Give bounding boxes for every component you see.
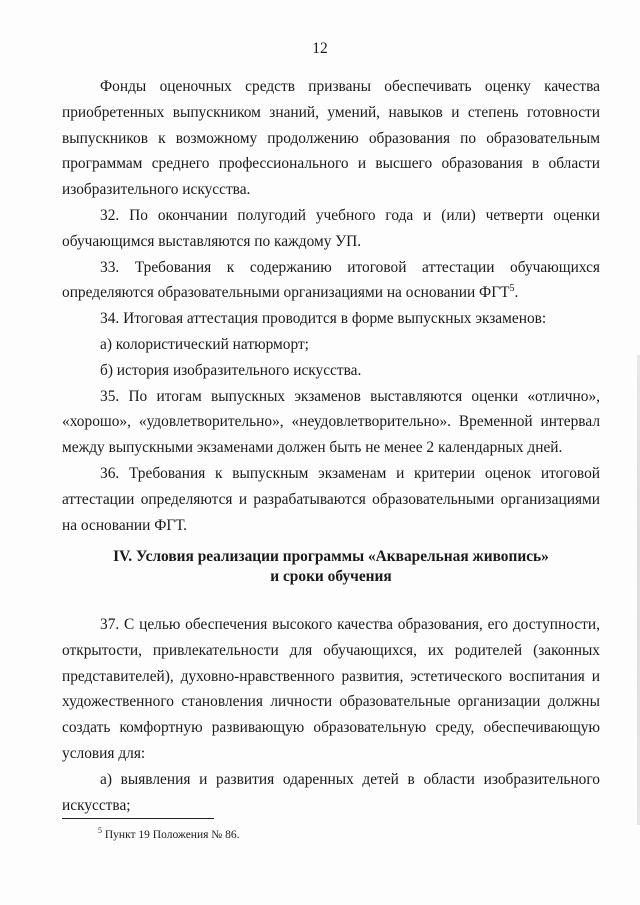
section-heading-line2: и сроки обучения [270, 568, 392, 585]
footnote-text: Пункт 19 Положения № 86. [104, 829, 240, 841]
paragraph-33 [62, 255, 600, 307]
section-heading [62, 547, 600, 587]
paragraph-33-suffix: . [514, 284, 519, 302]
paragraph-35: 35. По итогам выпускных экзаменов выставляются оценки «отлично», «хорошо», «удовлетворительно», «неудовлетворительно». Временной интервал между выпускными экзаменами должен быть не менее 2 календарных дней. [62, 387, 600, 457]
paragraph-37: 37. С целью обеспечения высокого качества образования, его доступности, открытости, привлекательности для обучающихся, их родителей (законных представителей), духовно-нравственного развития, эстетического воспитания и художественного становления личности образовательные организации должны создать комфортную развивающую образовательную среду, обеспечивающую условия для: [62, 616, 600, 762]
paragraph-34a: а) колористический натюрморт; [100, 335, 309, 353]
paragraph-36: 36. Требования к выпускным экзаменам и критерии оценок итоговой аттестации определяются и разрабатываются образовательными организациями на основании ФГТ. [62, 464, 600, 534]
footnote-reference: 5 [509, 283, 515, 295]
page-number: 12 [312, 40, 328, 57]
section-heading-line1: IV. Условия реализации программы «Акварельная живопись» [113, 548, 549, 565]
footnote-divider [62, 818, 214, 819]
body-text-bottom [62, 612, 600, 818]
body-text-top [62, 74, 600, 538]
paragraph-34: 34. Итоговая аттестация проводится в форме выпускных экзаменов: [100, 310, 547, 328]
paragraph-34b: б) история изобразительного искусства. [100, 361, 362, 379]
paragraph-32: 32. По окончании полугодий учебного года и (или) четверти оценки обучающимся выставляются по каждому УП. [62, 206, 600, 250]
paragraph-intro: Фонды оценочных средств призваны обеспечивать оценку качества приобретенных выпускником знаний, умений, навыков и степень готовности выпускников к возможному продолжению образования по образовательным программам среднего профессионального и высшего образования в области изобразительного искусства. [62, 78, 600, 199]
footnote [98, 828, 240, 842]
paragraph-33-text: 33. Требования к содержанию итоговой аттестации обучающихся определяются образовательными организациями на основании ФГТ [62, 258, 600, 302]
paragraph-37a: а) выявления и развития одаренных детей в области изобразительного искусства; [62, 770, 600, 814]
footnote-marker: 5 [98, 826, 102, 836]
